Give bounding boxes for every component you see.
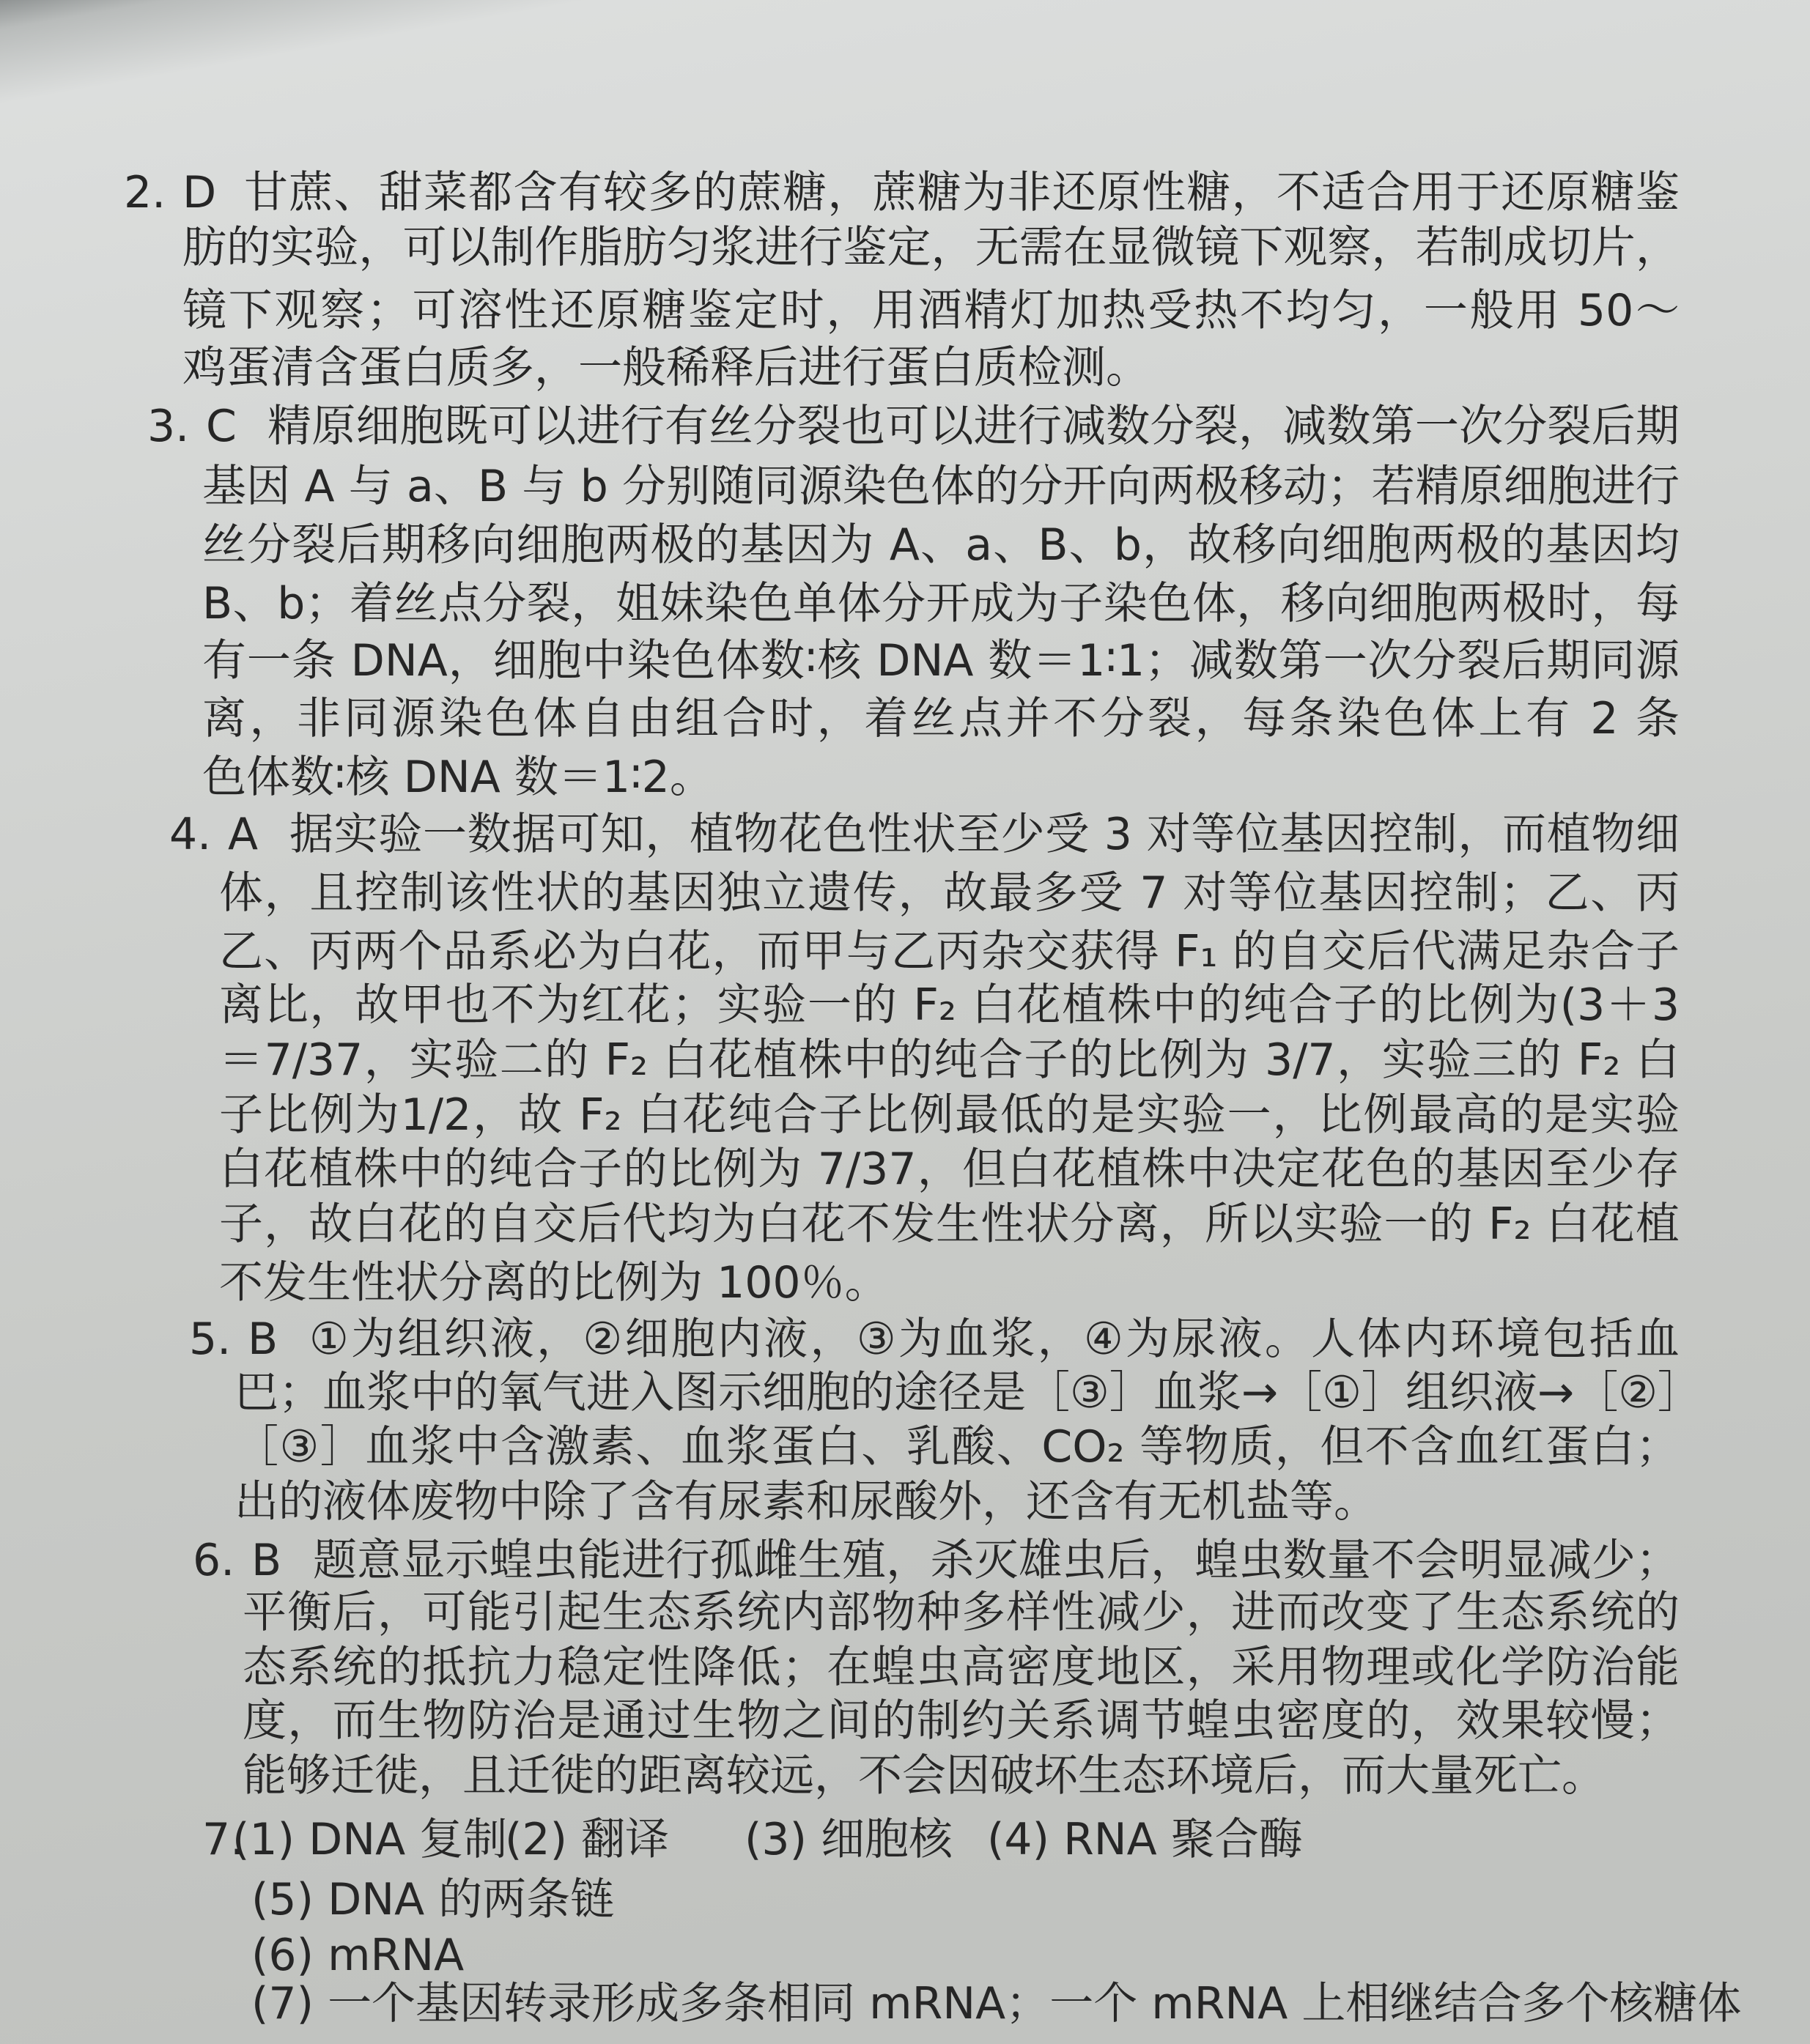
answer-item-line bbox=[202, 457, 1680, 516]
q7-part-answer: (4) RNA 聚合酶 bbox=[987, 1814, 1303, 1865]
explanation-text: 乙、丙两个品系必为白花，而甲与乙丙杂交获得 F₁ 的自交后代满足杂合子 bbox=[219, 926, 1680, 977]
answer-item-line bbox=[182, 281, 1680, 340]
question-number: 4. bbox=[169, 809, 212, 860]
explanation-text: 有一条 DNA，细胞中染色体数∶核 DNA 数＝1∶1；减数第一次分裂后期同源 bbox=[202, 635, 1680, 686]
explanation-text: 镜下观察；可溶性还原糖鉴定时，用酒精灯加热受热不均匀，一般用 50～ bbox=[182, 285, 1680, 336]
question-number: 6. bbox=[193, 1535, 235, 1586]
answer-item-line bbox=[182, 338, 1680, 397]
answer-item-line bbox=[243, 1583, 1680, 1642]
answer-item-first-line bbox=[124, 163, 1680, 222]
explanation-text: 体，且控制该性状的基因独立遗传，故最多受 7 对等位基因控制；乙、丙 bbox=[219, 867, 1680, 919]
answer-item-line bbox=[219, 922, 1680, 981]
answer-item-line bbox=[234, 1418, 1680, 1476]
answer-item-line bbox=[219, 864, 1680, 922]
explanation-text: 精原细胞既可以进行有丝分裂也可以进行减数分裂，减数第一次分裂后期 bbox=[267, 401, 1680, 452]
answer-item-first-line bbox=[147, 397, 1680, 456]
explanation-text: 能够迁徙，且迁徙的距离较远，不会因破坏生态环境后，而大量死亡。 bbox=[243, 1750, 1606, 1802]
answer-item-line bbox=[234, 1363, 1680, 1422]
explanation-text: ［③］血浆中含激素、血浆蛋白、乳酸、CO₂ 等物质，但不含血红蛋白； bbox=[234, 1421, 1680, 1473]
q7-part-answer: (5) DNA 的两条链 bbox=[251, 1874, 615, 1925]
question-number: 3. bbox=[147, 401, 190, 452]
answer-letter: D bbox=[182, 167, 217, 218]
explanation-text: 离比，故甲也不为红花；实验一的 F₂ 白花植株中的纯合子的比例为(3＋3 bbox=[219, 980, 1680, 1031]
answer-item-first-line bbox=[193, 1531, 1680, 1590]
q7-part-answer: (3) 细胞核 bbox=[745, 1814, 953, 1865]
answer-item-line bbox=[234, 1473, 1680, 1531]
q7-part-answer: (7) 一个基因转录形成多条相同 mRNA；一个 mRNA 上相继结合多个核糖体 bbox=[251, 1978, 1742, 2029]
answer-item-line bbox=[202, 632, 1680, 690]
explanation-text: 鸡蛋清含蛋白质多，一般稀释后进行蛋白质检测。 bbox=[182, 342, 1150, 393]
explanation-text: 平衡后，可能引起生态系统内部物种多样性减少，进而改变了生态系统的 bbox=[243, 1587, 1680, 1638]
explanation-text: 白花植株中的纯合子的比例为 7/37，但白花植株中决定花色的基因至少存 bbox=[219, 1144, 1680, 1195]
answer-letter: C bbox=[206, 401, 237, 452]
answer-item-line bbox=[202, 748, 1680, 807]
answer-item-line bbox=[202, 516, 1680, 574]
answer-item-line bbox=[243, 1747, 1680, 1805]
explanation-text: 基因 A 与 a、B 与 b 分别随同源染色体的分开向两极移动；若精原细胞进行 bbox=[202, 461, 1680, 512]
answer-item-line bbox=[243, 1692, 1680, 1750]
explanation-text: 度，而生物防治是通过生物之间的制约关系调节蝗虫密度的，效果较慢； bbox=[243, 1695, 1680, 1747]
answer-item-line bbox=[182, 218, 1680, 277]
q7-part-answer: (1) DNA 复制 bbox=[232, 1814, 508, 1865]
explanation-text: ＝7/37，实验二的 F₂ 白花植株中的纯合子的比例为 3/7，实验三的 F₂ 白 bbox=[219, 1034, 1680, 1086]
explanation-text: 色体数∶核 DNA 数＝1∶2。 bbox=[202, 752, 714, 803]
explanation-text: 据实验一数据可知，植物花色性状至少受 3 对等位基因控制，而植物细 bbox=[289, 809, 1680, 860]
explanation-text: 子，故白花的自交后代均为白花不发生性状分离，所以实验一的 F₂ 白花植 bbox=[219, 1199, 1680, 1250]
answer-item-line bbox=[202, 689, 1680, 748]
explanation-text: 甘蔗、甜菜都含有较多的蔗糖，蔗糖为非还原性糖，不适合用于还原糖鉴 bbox=[244, 167, 1680, 218]
explanation-text: 丝分裂后期移向细胞两极的基因为 A、a、B、b，故移向细胞两极的基因均 bbox=[202, 519, 1680, 571]
answer-item-line bbox=[219, 1254, 1680, 1312]
explanation-text: 肪的实验，可以制作脂肪匀浆进行鉴定，无需在显微镜下观察，若制成切片， bbox=[182, 222, 1680, 273]
explanation-text: ①为组织液，②细胞内液，③为血浆，④为尿液。人体内环境包括血 bbox=[309, 1314, 1680, 1365]
answer-item-line bbox=[219, 1031, 1680, 1089]
answer-item-line bbox=[219, 1195, 1680, 1254]
answer-letter: B bbox=[248, 1314, 278, 1365]
answer-letter: A bbox=[228, 809, 259, 860]
answer-item-first-line bbox=[169, 805, 1680, 864]
answer-item-line bbox=[219, 1086, 1680, 1144]
explanation-text: 子比例为1/2，故 F₂ 白花纯合子比例最低的是实验一，比例最高的是实验 bbox=[219, 1089, 1680, 1141]
answer-item-line bbox=[219, 976, 1680, 1034]
answer-item-line bbox=[219, 1140, 1680, 1199]
explanation-text: 题意显示蝗虫能进行孤雌生殖，杀灭雄虫后，蝗虫数量不会明显减少； bbox=[313, 1535, 1680, 1586]
answer-item-first-line bbox=[189, 1310, 1680, 1369]
question-number: 7. bbox=[202, 1814, 245, 1865]
explanation-text: 离，非同源染色体自由组合时，着丝点并不分裂，每条染色体上有 2 条 bbox=[202, 693, 1680, 744]
answer-item-line bbox=[202, 574, 1680, 633]
explanation-text: 出的液体废物中除了含有尿素和尿酸外，还含有无机盐等。 bbox=[234, 1476, 1378, 1528]
q7-part-answer: (6) mRNA bbox=[251, 1930, 465, 1981]
explanation-text: 不发生性状分离的比例为 100％。 bbox=[219, 1257, 889, 1308]
question-number: 5. bbox=[189, 1314, 232, 1365]
answer-item-line bbox=[243, 1638, 1680, 1697]
explanation-text: 态系统的抵抗力稳定性降低；在蝗虫高密度地区，采用物理或化学防治能 bbox=[243, 1642, 1680, 1693]
question-number: 2. bbox=[124, 167, 166, 218]
explanation-text: B、b；着丝点分裂，姐妹染色单体分开成为子染色体，移向细胞两极时，每 bbox=[202, 578, 1680, 629]
q7-part-answer: (2) 翻译 bbox=[505, 1814, 670, 1865]
explanation-text: 巴；血浆中的氧气进入图示细胞的途径是［③］血浆→［①］组织液→［②］ bbox=[234, 1367, 1680, 1418]
answer-letter: B bbox=[251, 1535, 282, 1586]
